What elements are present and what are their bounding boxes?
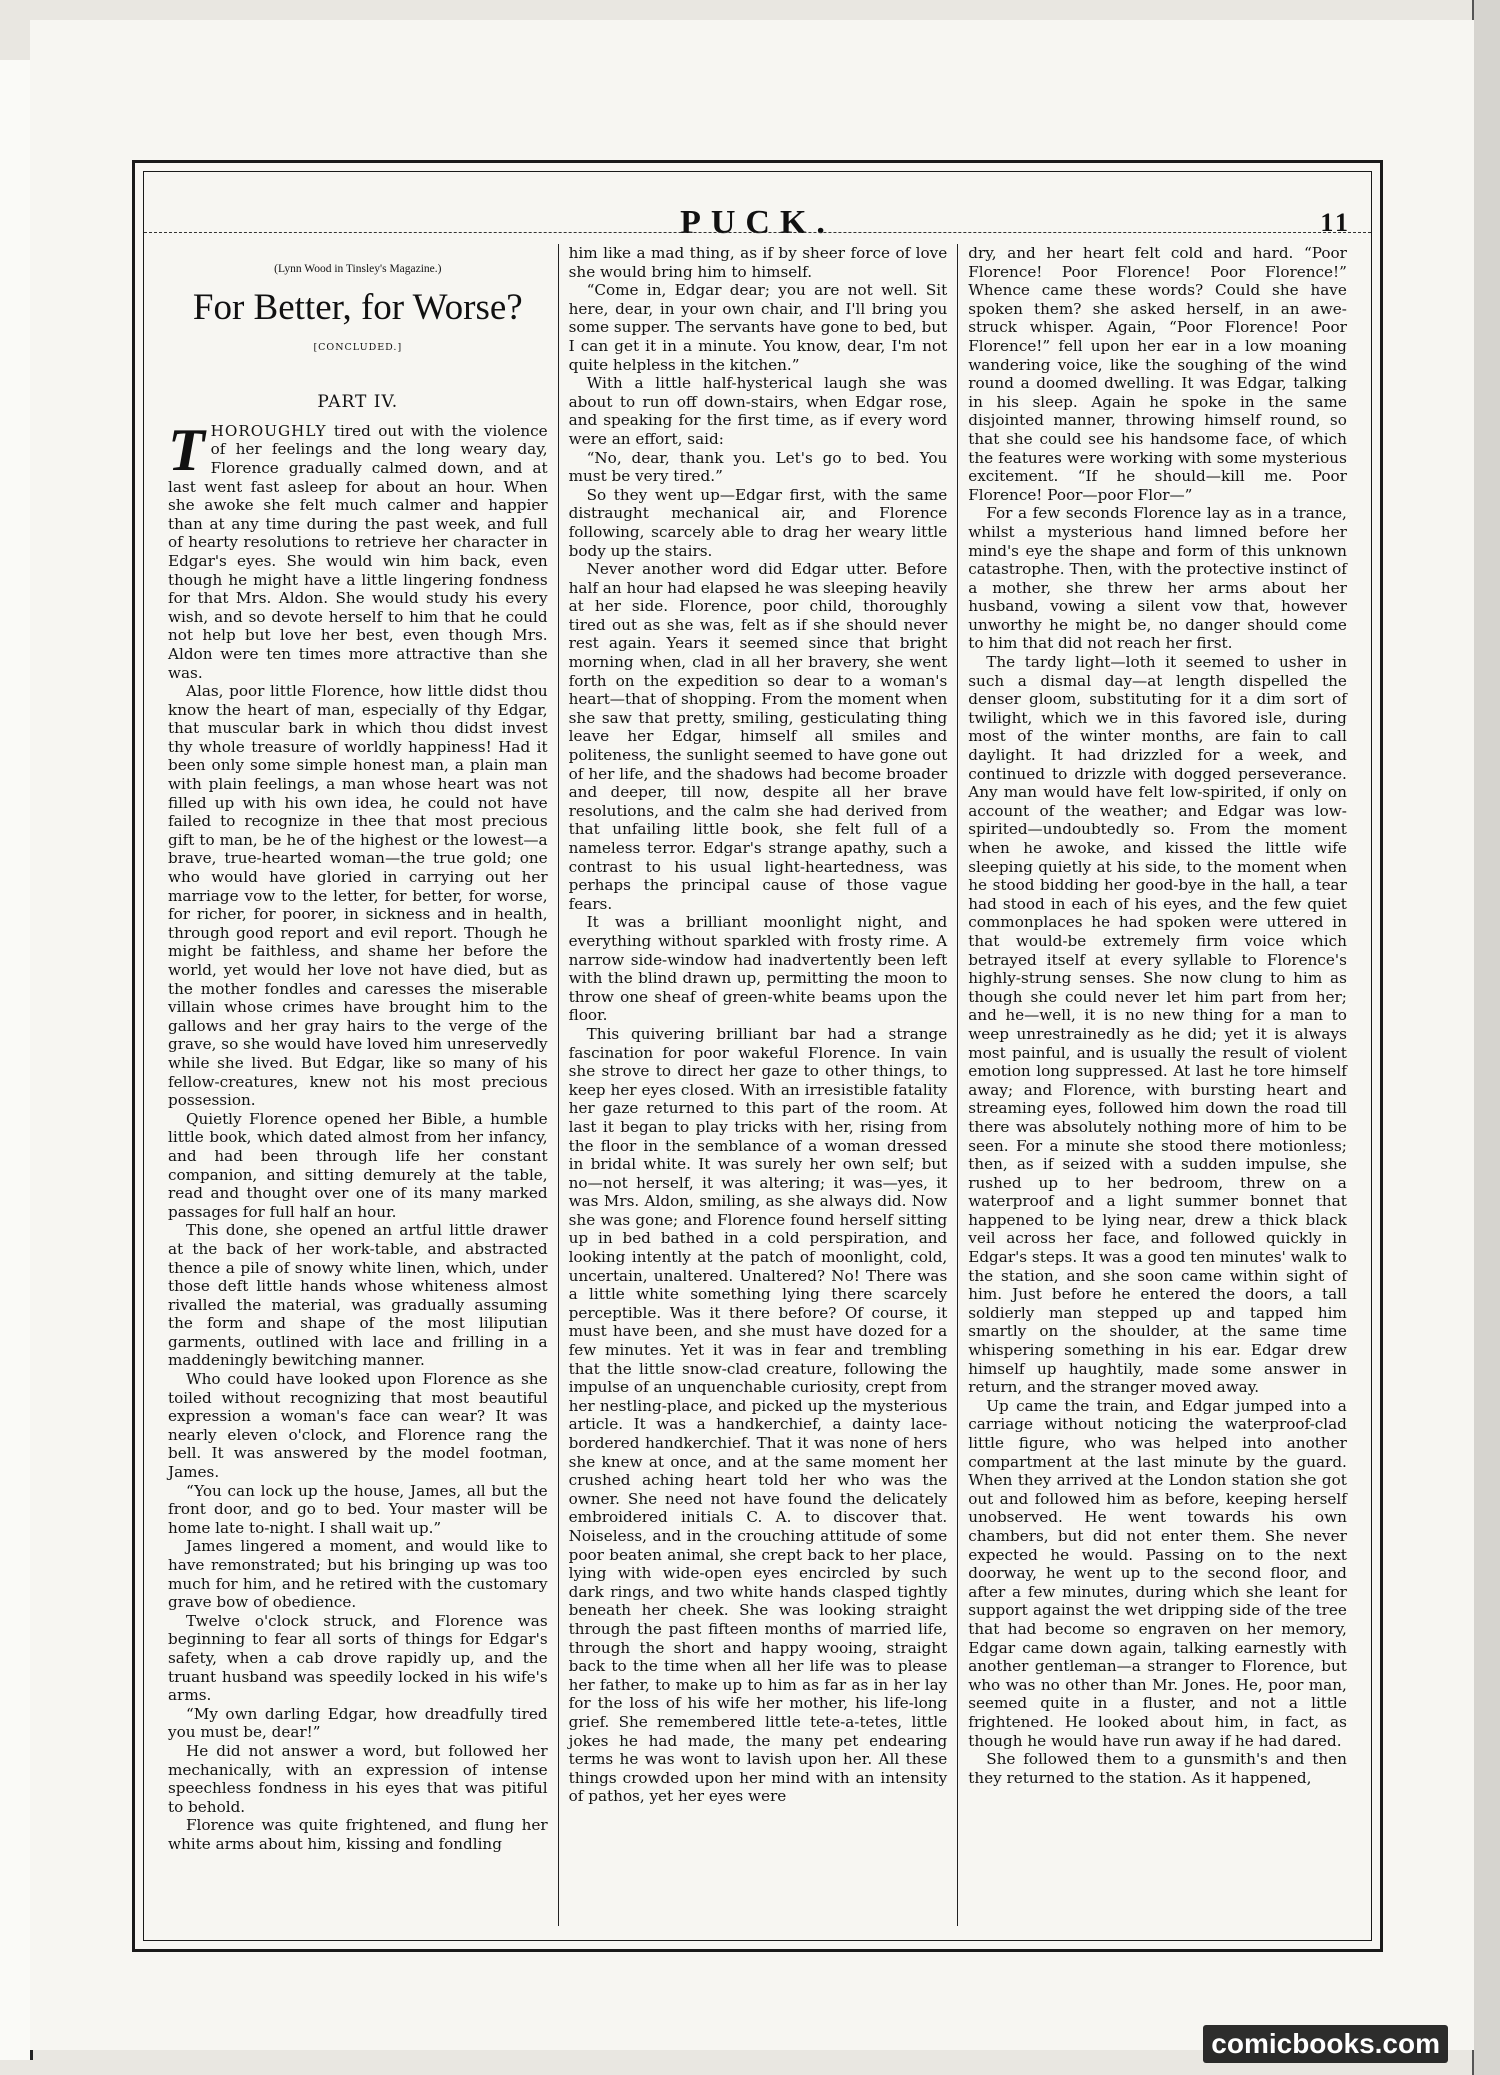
page-border: [132, 160, 1383, 1952]
adjacent-page-edge: [0, 60, 33, 2060]
page-number: 11: [1320, 208, 1351, 237]
paragraph: tired out with the violence of her feelings and the long weary day, Florence gradually calmed down, and at last went fast asleep for about an hour. When she awoke she felt much calmer and happier than at any time during the past week, and full of hearty resolutions to retrieve her character in Edgar's eyes. She would win him back, even though he might have a little lingering fondness for that Mrs. Aldon. She would study his every wish, and so devote herself to him that he could not help but love her best, even though Mrs. Aldon were ten times more attractive than she was.: [168, 421, 548, 682]
magazine-page: [30, 20, 1474, 2050]
paragraph: “My own darling Edgar, how dreadfully tired you must be, dear!”: [168, 1704, 548, 1742]
article-source: (Lynn Wood in Tinsley's Magazine.): [274, 263, 442, 275]
paragraph: Florence was quite frightened, and flung her white arms about him, kissing and fondling: [168, 1816, 548, 1853]
lead-word: HOROUGHLY: [210, 421, 327, 440]
paragraph: “You can lock up the house, James, all but the front door, and go to bed. Your master will be home late to-night. I shall wait up.”: [168, 1481, 548, 1537]
article-columns: [158, 244, 1357, 1926]
paragraph: Twelve o'clock struck, and Florence was beginning to fear all sorts of things for Edgar's safety, when a cab drove rapidly up, and the truant husband was speedily locked in his wife's arms.: [168, 1611, 548, 1705]
paragraph: The tardy light—loth it seemed to usher in such a dismal day—at length dispelled the denser gloom, substituting for it a dim sort of twilight, which we in this favored isle, during most of the winter months, are fain to call daylight. It had drizzled for a week, and continued to drizzle with dogged perseverance. Any man would have felt low-spirited, if only on account of the weather; and Edgar was low-spirited—undoubtedly so. From the moment when he awoke, and kissed the little wife sleeping quietly at his side, to the moment when he stood bidding her good-bye in the hall, a tear had stood in each of his eyes, and the few quiet commonplaces he had spoken were uttered in that would-be extremely firm voice which betrayed itself at every syllable to Florence's highly-strung senses. She now clung to him as though she could never let him part from her; and he—well, it is no new thing for a man to weep unrestrainedly as he did; yet it is always most painful, and is usually the result of violent emotion long suppressed. At last he tore himself away; and Florence, with bursting heart and streaming eyes, followed him down the road till there was absolutely nothing more of him to be seen. For a minute she stood there motionless; then, as if seized with a sudden impulse, she rushed up to her bedroom, threw on a waterproof and a light summer bonnet that happened to be lying near, drew a thick black veil across her face, and followed quickly in Edgar's steps. It was a good ten minutes' walk to the station, and she soon came within sight of him. Just before he entered the doors, a tall soldierly man stepped up and tapped him smartly on the shoulder, at the same time whispering something in his ear. Edgar drew himself up haughtily, made some answer in return, and the stranger moved away.: [968, 653, 1347, 1397]
paragraph: For a few seconds Florence lay as in a trance, whilst a mysterious hand limned before her mind's eye the shape and form of this unknown catastrophe. Then, with the protective instinct of a mother, she threw her arms about her husband, vowing a silent vow that, however unworthy he might be, no danger should come to him that did not reach her first.: [968, 504, 1347, 653]
paragraph: It was a brilliant moonlight night, and everything without sparkled with frosty rime. A narrow side-window had inadvertently been left with the blind drawn up, permitting the moon to throw one sheaf of green-white beams upon the floor.: [568, 913, 948, 1025]
column-2: [558, 244, 958, 1926]
paragraph: This done, she opened an artful little drawer at the back of her work-table, and abstracted thence a pile of snowy white linen, which, under those deft little hands whose whiteness almost rivalled the material, was gradually assuming the form and shape of the most liliputian garments, outlined with lace and frilling in a maddeningly bewitching manner.: [168, 1221, 548, 1370]
paragraph: him like a mad thing, as if by sheer force of love she would bring him to himself.: [568, 244, 948, 281]
paragraph: With a little half-hysterical laugh she was about to run off down-stairs, when Edgar rose, and speaking for the first time, as if every word were an effort, said:: [568, 374, 948, 448]
paragraph: “Come in, Edgar dear; you are not well. Sit here, dear, in your own chair, and I'll bring you some supper. The servants have gone to bed, but I can get it in a minute. You know, dear, I'm not quite helpless in the kitchen.”: [568, 281, 948, 374]
drop-cap: T: [168, 416, 205, 483]
paragraph: James lingered a moment, and would like to have remonstrated; but his bringing up was too much for him, and he retired with the customary grave bow of obedience.: [168, 1537, 548, 1612]
header-rule: [144, 232, 1371, 233]
paragraph: Who could have looked upon Florence as she toiled without recognizing that most beautiful expression a woman's face can wear? It was nearly eleven o'clock, and Florence rang the bell. It was answered by the model footman, James.: [168, 1370, 548, 1482]
article-title: For Better, for Worse?: [192, 286, 523, 328]
inner-border: [143, 171, 1372, 1941]
paragraph: “No, dear, thank you. Let's go to bed. You must be very tired.”: [568, 448, 948, 486]
paragraph: This quivering brilliant bar had a strange fascination for poor wakeful Florence. In vain she strove to direct her gaze to other things, to keep her eyes closed. With an irresistible fatality her gaze returned to this part of the room. At last it began to play tricks with her, rising from the floor in the semblance of a woman dressed in bridal white. It was surely her own self; but no—not herself, it was altering; it was—yes, it was Mrs. Aldon, smiling, as she always did. Now she was gone; and Florence found herself sitting up in bed bathed in a cold perspiration, and looking intently at the patch of moonlight, cold, uncertain, unaltered. Unaltered? No! There was a little white something lying there scarcely perceptible. Was it there before? Of course, it must have been, and she must have dozed for a few minutes. Yet it was in fear and trembling that the little snow-clad creature, following the impulse of an unquenchable curiosity, crept from her nestling-place, and picked up the mysterious article. It was a handkerchief, a dainty lace-bordered handkerchief. That it was none of hers she knew at once, and at the same moment her crushed aching heart told her who was the owner. She need not have found the delicately embroidered initials C. A. to discover that. Noiseless, and in the crouching attitude of some poor beaten animal, she crept back to her place, lying with wide-open eyes encircled by such dark rings, and two white hands clasped tightly beneath her cheek. She was looking straight through the past fifteen months of married life, through the short and happy wooing, straight back to the time when all her life was to please her father, to make up to him as far as in her lay for the loss of his wife her mother, his life-long grief. She remembered little tete-a-tetes, little jokes he had made, the many pet endearing terms he was wont to lavish upon her. All these things crowded upon her mind with an intensity of pathos, yet her eyes were: [568, 1024, 948, 1806]
concluded-note: [CONCLUDED.]: [313, 341, 403, 353]
masthead-title: PUCK.: [680, 204, 835, 241]
paragraph: Alas, poor little Florence, how little didst thou know the heart of man, especially of thy Edgar, that muscular bark in which thou didst invest thy whole treasure of worldly happiness! Had it been only some simple honest man, a plain man with plain feelings, a man whose heart was not filled up with his own idea, he could not have failed to recognize in thee that most precious gift to man, be he of the highest or the lowest—a brave, true-hearted woman—the true gold; one who would have gloried in carrying out her marriage vow to the letter, for better, for worse, for richer, for poorer, in sickness and in health, through good report and evil report. Though he might be faithless, and shame her before the world, yet would her love not have died, but as the mother fondles and caresses the miserable villain whose crimes have brought him to the gallows and her gray hairs to the verge of the grave, so she would have loved him unreservedly while she lived. But Edgar, like so many of his fellow-creatures, knew not his most precious possession.: [168, 682, 548, 1110]
column-3: [957, 244, 1357, 1926]
paragraph: He did not answer a word, but followed her mechanically, with an expression of intense speechless fondness in his eyes that was pitiful to behold.: [168, 1741, 548, 1816]
part-heading: PART IV.: [317, 392, 399, 413]
paragraph: Up came the train, and Edgar jumped into a carriage without noticing the waterproof-clad little figure, who was helped into another compartment at the last minute by the guard. When they arrived at the London station she got out and followed him as before, keeping herself unobserved. He went towards his own chambers, but did not enter them. She never expected he would. Passing on to the next doorway, he went up to the second floor, and after a few minutes, during which she leant for support against the wet dripping side of the tree that had become so engraven on her memory, Edgar came down again, talking earnestly with another gentleman—a stranger to Florence, but who was no other than Mr. Jones. He, poor man, seemed quite in a fluster, and not a little frightened. He looked about him, in fact, as though he would have run away if he had dared.: [968, 1396, 1347, 1750]
paragraph: So they went up—Edgar first, with the same distraught mechanical air, and Florence following, scarcely able to drag her weary little body up the stairs.: [568, 485, 948, 560]
paragraph: dry, and her heart felt cold and hard. “Poor Florence! Poor Florence! Poor Florence!” Whence came these words? Could she have spoken them? she asked herself, in an awe-struck whisper. Again, “Poor Florence! Poor Florence!” fell upon her ear in a low moaning wandering voice, like the soughing of the wind round a doomed dwelling. It was Edgar, talking in his sleep. Again he spoke in the same disjointed manner, throwing himself round, so that she could see his handsome face, of which the features were working with some mysterious excitement. “If he should—kill me. Poor Florence! Poor—poor Flor—”: [968, 244, 1347, 504]
paragraph: Never another word did Edgar utter. Before half an hour had elapsed he was sleeping heavily at her side. Florence, poor child, thoroughly tired out as she was, felt as if she should never rest again. Years it seemed since that bright morning when, clad in all her bravery, she went forth on the expedition so dear to a woman's heart—that of shopping. From the moment when she saw that pretty, smiling, gesticulating thing leave her Edgar, himself all smiles and politeness, the sunlight seemed to have gone out of her life, and the shadows had become broader and deeper, till now, despite all her brave resolutions, and the calm she had derived from that unfailing little book, she felt full of a nameless terror. Edgar's strange apathy, such a contrast to his usual light-heartedness, was perhaps the principal cause of those vague fears.: [568, 560, 948, 913]
opening-paragraph: [168, 416, 548, 682]
column-1: [158, 244, 558, 1926]
scan-right-edge: [1472, 0, 1500, 2075]
watermark-logo: comicbooks.com: [1203, 2025, 1448, 2063]
paragraph: She followed them to a gunsmith's and then they returned to the station. As it happened,: [968, 1750, 1347, 1787]
paragraph: Quietly Florence opened her Bible, a humble little book, which dated almost from her infancy, and had been through life her constant companion, and sitting demurely at the table, read and thought over one of its many marked passages for full half an hour.: [168, 1109, 548, 1221]
